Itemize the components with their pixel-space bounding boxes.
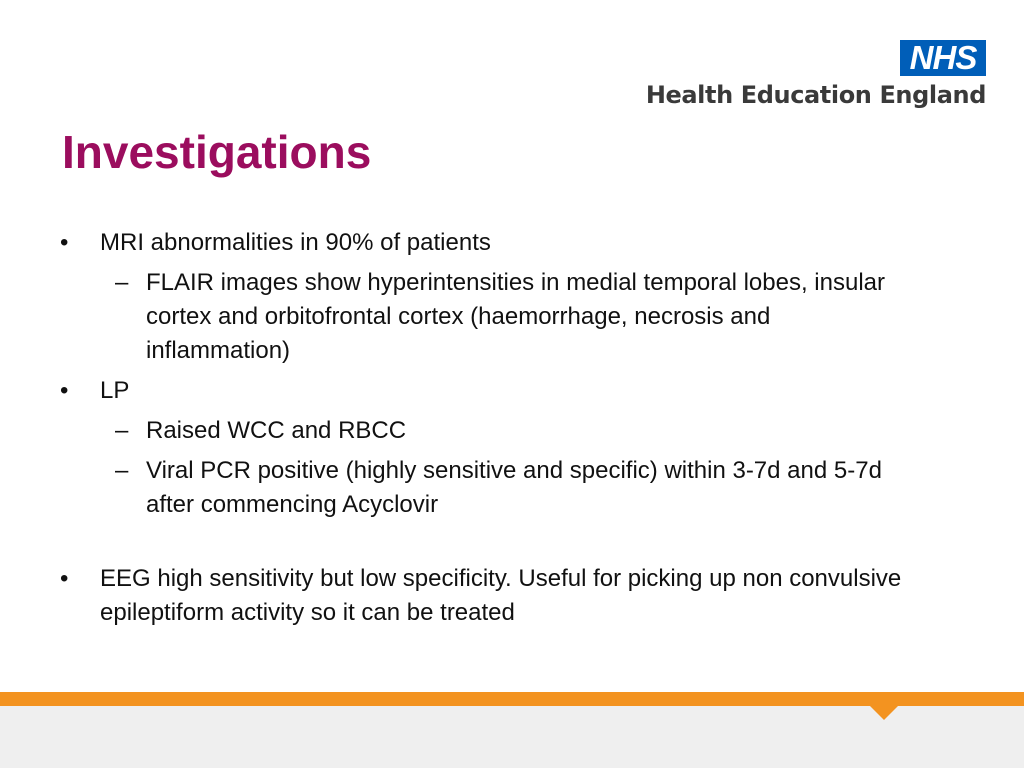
sub-bullet-text: FLAIR images show hyperintensities in medial temporal lobes, insular cortex and orbitofrontal cortex (haemorrhage, necrosis and inflammation)	[146, 269, 886, 364]
organisation-name: Health Education England	[645, 81, 986, 109]
sub-bullet-flair	[0, 266, 916, 368]
bullet-marker: •	[60, 565, 69, 592]
footer-notch	[868, 704, 900, 720]
sub-bullet-text: Raised WCC and RBCC	[146, 417, 407, 444]
bullet-marker: •	[60, 229, 69, 256]
nhs-logo-box: NHS	[900, 40, 986, 76]
sub-bullet-raised-wcc	[0, 414, 916, 448]
bullet-marker: •	[60, 377, 69, 404]
spacer	[0, 522, 960, 562]
sub-bullet-text: Viral PCR positive (highly sensitive and specific) within 3-7d and 5-7d after commencing Acyclovir	[146, 457, 882, 518]
sub-bullet-marker: –	[115, 457, 129, 484]
sub-bullet-viral-pcr	[0, 454, 916, 522]
sub-bullet-marker: –	[115, 417, 129, 444]
bullet-mri	[0, 226, 960, 260]
bullet-text: MRI abnormalities in 90% of patients	[100, 229, 491, 256]
bullet-text: LP	[100, 377, 130, 404]
slide-title: Investigations	[62, 126, 372, 178]
bullet-lp	[0, 374, 960, 408]
nhs-hee-logo	[636, 38, 986, 112]
sub-bullet-marker: –	[115, 269, 129, 296]
slide-body	[0, 226, 960, 630]
bullet-text: EEG high sensitivity but low specificity. Useful for picking up non convulsive epileptiform activity so it can be treated	[100, 565, 902, 626]
bullet-eeg	[0, 562, 960, 630]
